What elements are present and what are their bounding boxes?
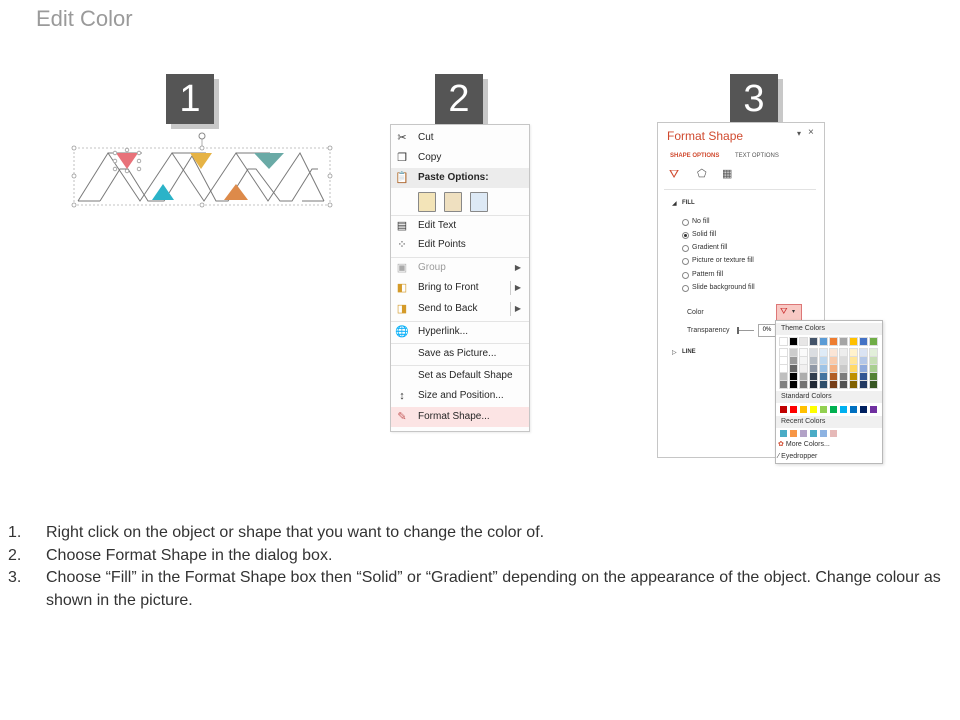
label-slide-background-fill: Slide background fill — [692, 284, 755, 291]
menu-item-format-shape[interactable]: ✎ Format Shape... — [391, 407, 529, 427]
teal-triangle[interactable] — [254, 153, 284, 169]
color-swatch[interactable] — [860, 373, 867, 380]
hyperlink-icon: 🌐 — [395, 326, 409, 338]
color-swatch[interactable] — [860, 349, 867, 356]
recent-color-swatch[interactable] — [780, 430, 787, 437]
color-swatch[interactable] — [840, 357, 847, 364]
color-swatch[interactable] — [780, 381, 787, 388]
color-swatch[interactable] — [840, 338, 847, 345]
menu-item-edit-points[interactable]: ⁘ Edit Points — [391, 235, 529, 255]
color-swatch[interactable] — [870, 381, 877, 388]
color-swatch[interactable] — [820, 381, 827, 388]
color-swatch[interactable] — [800, 373, 807, 380]
standard-colors-header: Standard Colors — [776, 391, 882, 403]
label-no-fill: No fill — [692, 218, 710, 225]
color-swatch[interactable] — [830, 338, 837, 345]
menu-item-cut[interactable]: ✂ Cut — [391, 128, 529, 148]
color-swatch[interactable] — [810, 338, 817, 345]
label-gradient-fill: Gradient fill — [692, 244, 728, 251]
standard-color-swatch[interactable] — [790, 406, 797, 413]
line-expand-icon[interactable]: ▷ — [672, 350, 677, 356]
color-swatch[interactable] — [790, 373, 797, 380]
recent-color-swatch[interactable] — [830, 430, 837, 437]
transparency-label: Transparency — [687, 327, 730, 334]
menu-item-send-to-back[interactable]: ◨ Send to Back ▶ — [391, 299, 529, 319]
menu-item-set-default-shape[interactable]: Set as Default Shape — [391, 365, 529, 386]
menu-item-group[interactable]: ▣ Group ▶ — [391, 257, 529, 278]
submenu-arrow-icon: ▶ — [514, 304, 521, 313]
transparency-slider-thumb[interactable] — [737, 327, 739, 334]
cyan-triangle[interactable] — [152, 184, 174, 200]
radio-gradient-fill[interactable] — [682, 245, 689, 252]
color-swatch[interactable] — [850, 365, 857, 372]
size-properties-icon[interactable]: ▦ — [722, 168, 733, 180]
label-picture-fill: Picture or texture fill — [692, 257, 754, 264]
panel-title: Format Shape — [667, 129, 744, 143]
standard-color-swatch[interactable] — [850, 406, 857, 413]
theme-colors-header: Theme Colors — [776, 323, 882, 335]
radio-picture-fill[interactable] — [682, 258, 689, 265]
transparency-input[interactable]: 0% — [758, 324, 776, 337]
menu-item-paste-options: 📋 Paste Options: — [391, 168, 529, 188]
menu-item-size-and-position[interactable]: ↕ Size and Position... — [391, 386, 529, 406]
paste-use-destination-icon[interactable] — [444, 192, 462, 212]
color-swatch[interactable] — [800, 357, 807, 364]
color-swatch[interactable] — [780, 349, 787, 356]
paint-bucket-icon: ⛛ — [780, 306, 788, 316]
color-swatch[interactable] — [870, 373, 877, 380]
tab-shape-options[interactable]: SHAPE OPTIONS — [670, 153, 720, 159]
color-swatch[interactable] — [790, 357, 797, 364]
color-swatch[interactable] — [810, 349, 817, 356]
panel-options-chevron-icon[interactable]: ▾ — [797, 129, 802, 138]
color-swatch[interactable] — [800, 338, 807, 345]
color-swatch[interactable] — [860, 381, 867, 388]
color-swatch[interactable] — [800, 349, 807, 356]
color-swatch[interactable] — [800, 381, 807, 388]
color-swatch[interactable] — [780, 357, 787, 364]
color-swatch[interactable] — [840, 381, 847, 388]
chevron-down-icon: ▾ — [792, 309, 796, 315]
fill-header[interactable]: FILL — [682, 200, 695, 206]
color-swatch[interactable] — [840, 373, 847, 380]
pink-triangle[interactable] — [116, 153, 138, 169]
color-swatch[interactable] — [790, 349, 797, 356]
standard-color-swatch[interactable] — [860, 406, 867, 413]
radio-pattern-fill[interactable] — [682, 272, 689, 279]
transparency-slider[interactable] — [738, 330, 754, 331]
color-swatch[interactable] — [820, 349, 827, 356]
color-swatch[interactable] — [860, 365, 867, 372]
standard-color-swatch[interactable] — [840, 406, 847, 413]
standard-color-swatch[interactable] — [780, 406, 787, 413]
edit-text-icon: ▤ — [396, 220, 408, 232]
color-swatch[interactable] — [840, 365, 847, 372]
yellow-triangle[interactable] — [190, 153, 212, 169]
fill-expand-icon[interactable]: ◢ — [672, 201, 677, 207]
scissors-icon: ✂ — [397, 132, 407, 144]
radio-no-fill[interactable] — [682, 219, 689, 226]
color-swatch[interactable] — [830, 349, 837, 356]
orange-triangle[interactable] — [224, 184, 248, 200]
color-swatch[interactable] — [830, 373, 837, 380]
more-colors-item[interactable]: ✿ More Colors... — [778, 441, 830, 448]
color-swatch[interactable] — [830, 365, 837, 372]
label-solid-fill: Solid fill — [692, 231, 717, 238]
bring-to-front-icon: ◧ — [396, 282, 408, 294]
fill-line-icon[interactable]: ⛛ — [669, 167, 680, 181]
color-swatch[interactable] — [790, 365, 797, 372]
submenu-arrow-icon: ▶ — [514, 263, 521, 272]
size-position-icon: ↕ — [399, 390, 405, 402]
instructions-list — [8, 522, 948, 612]
menu-item-hyperlink[interactable]: 🌐 Hyperlink... — [391, 321, 529, 342]
color-swatch[interactable] — [780, 373, 787, 380]
format-shape-icon: ✎ — [397, 411, 407, 423]
submenu-arrow-icon: ▶ — [514, 283, 521, 292]
recent-color-swatch[interactable] — [820, 430, 827, 437]
eyedropper-item[interactable]: ⁄ Eyedropper — [778, 453, 818, 460]
instruction-item: 2. Choose Format Shape in the dialog box. — [8, 546, 333, 564]
color-swatch[interactable] — [850, 357, 857, 364]
step-badge-2: 2 — [435, 74, 483, 124]
color-swatch[interactable] — [820, 357, 827, 364]
palette-icon: ✿ — [778, 441, 784, 448]
color-palette-popup — [775, 320, 883, 464]
paste-picture-icon[interactable] — [470, 192, 488, 212]
paste-keep-source-icon[interactable] — [418, 192, 436, 212]
recent-color-swatch[interactable] — [800, 430, 807, 437]
standard-color-swatch[interactable] — [820, 406, 827, 413]
send-to-back-icon: ◨ — [396, 303, 408, 315]
copy-icon: ❐ — [397, 152, 407, 164]
paste-icon: 📋 — [395, 172, 409, 184]
color-swatch[interactable] — [830, 381, 837, 388]
eyedropper-icon: ⁄ — [778, 453, 780, 460]
color-swatch[interactable] — [840, 349, 847, 356]
edit-points-icon: ⁘ — [397, 239, 407, 251]
menu-item-bring-to-front[interactable]: ◧ Bring to Front ▶ — [391, 278, 529, 298]
radio-slide-background-fill[interactable] — [682, 285, 689, 292]
color-swatch[interactable] — [850, 338, 857, 345]
page-title: Edit Color — [36, 6, 133, 31]
standard-color-swatch[interactable] — [800, 406, 807, 413]
recent-color-swatch[interactable] — [810, 430, 817, 437]
color-swatch[interactable] — [820, 373, 827, 380]
color-swatch[interactable] — [870, 357, 877, 364]
standard-color-swatch[interactable] — [810, 406, 817, 413]
color-swatch[interactable] — [870, 349, 877, 356]
color-swatch[interactable] — [820, 338, 827, 345]
color-swatch[interactable] — [790, 338, 797, 345]
label-pattern-fill: Pattern fill — [692, 271, 724, 278]
color-swatch[interactable] — [810, 381, 817, 388]
color-swatch[interactable] — [790, 381, 797, 388]
color-swatch[interactable] — [780, 338, 787, 345]
line-header[interactable]: LINE — [682, 349, 696, 355]
context-menu — [390, 124, 530, 432]
color-swatch[interactable] — [810, 373, 817, 380]
rotate-handle[interactable] — [199, 133, 205, 139]
instruction-item: 3. Choose “Fill” in the Format Shape box then “Solid” or “Gradient” depending on the appearance of the object. Change colour as shown in the picture. — [8, 569, 941, 609]
recent-color-swatch[interactable] — [790, 430, 797, 437]
color-swatch[interactable] — [860, 357, 867, 364]
zigzag-shape[interactable] — [68, 128, 336, 212]
color-swatch[interactable] — [780, 365, 787, 372]
color-swatch[interactable] — [810, 357, 817, 364]
color-swatch[interactable] — [830, 357, 837, 364]
color-swatch[interactable] — [850, 349, 857, 356]
color-swatch[interactable] — [810, 365, 817, 372]
close-icon[interactable]: × — [808, 127, 814, 138]
color-swatch[interactable] — [860, 338, 867, 345]
step-badge-1: 1 — [166, 74, 214, 124]
instruction-item: 1. Right click on the object or shape that you want to change the color of. — [8, 524, 545, 541]
menu-item-edit-text[interactable]: ▤ Edit Text — [391, 215, 529, 236]
color-swatch[interactable] — [850, 373, 857, 380]
color-label: Color — [687, 309, 704, 316]
recent-colors-header: Recent Colors — [776, 416, 882, 428]
menu-item-copy[interactable]: ❐ Copy — [391, 148, 529, 168]
color-swatch[interactable] — [820, 365, 827, 372]
effects-icon[interactable]: ⬠ — [697, 168, 707, 180]
color-swatch[interactable] — [800, 365, 807, 372]
tab-text-options[interactable]: TEXT OPTIONS — [735, 153, 779, 159]
step-badge-3: 3 — [730, 74, 778, 124]
menu-item-save-as-picture[interactable]: Save as Picture... — [391, 343, 529, 364]
color-swatch[interactable] — [850, 381, 857, 388]
group-icon: ▣ — [396, 262, 408, 274]
standard-color-swatch[interactable] — [870, 406, 877, 413]
radio-solid-fill[interactable] — [682, 232, 689, 239]
color-swatch[interactable] — [870, 338, 877, 345]
color-swatch[interactable] — [870, 365, 877, 372]
standard-color-swatch[interactable] — [830, 406, 837, 413]
